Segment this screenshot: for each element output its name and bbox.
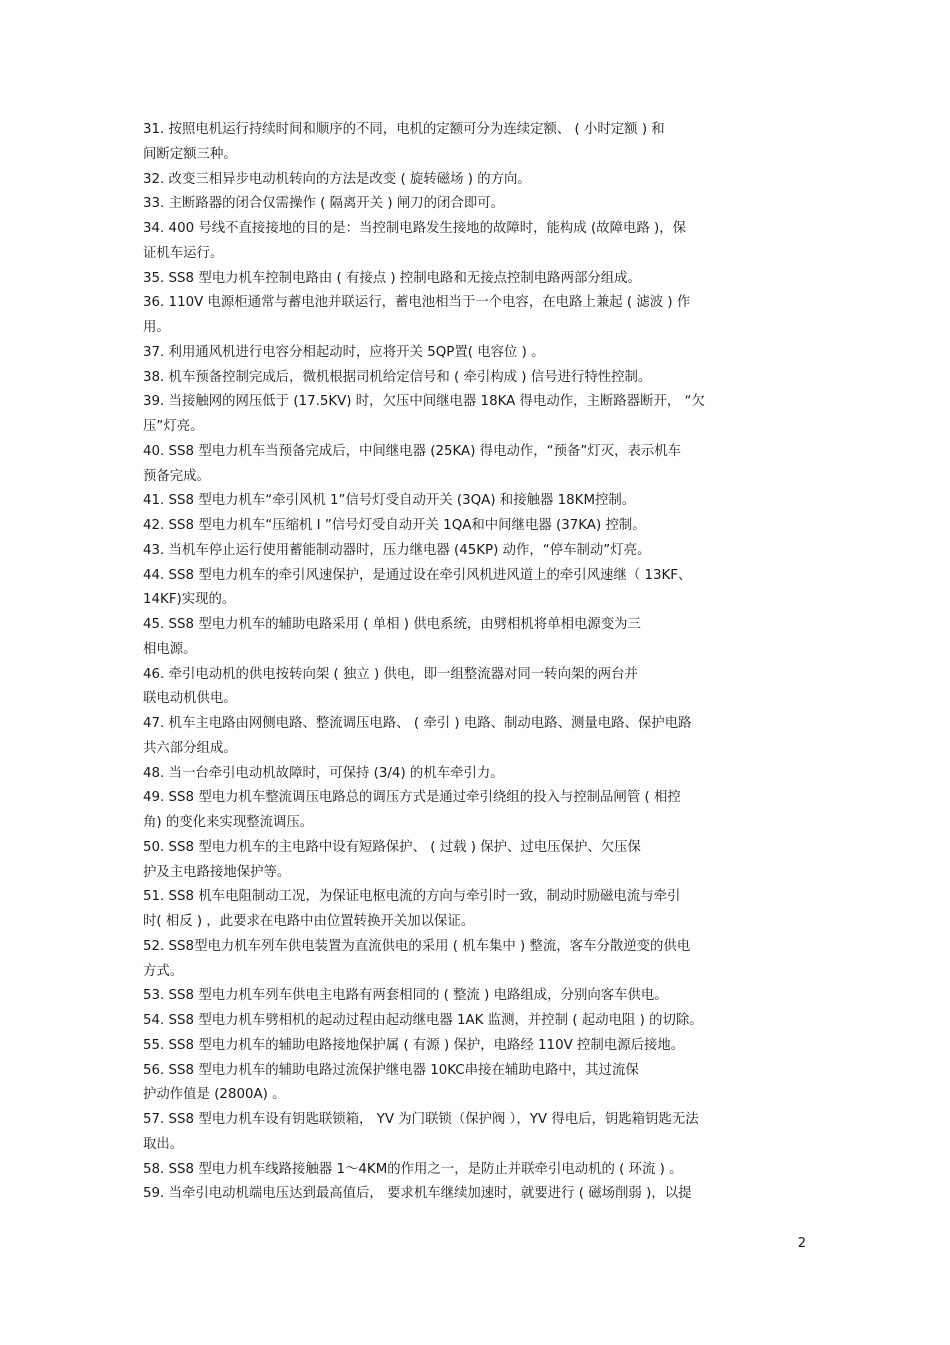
text-line: 46. 牵引电动机的供电按转向架 ( 独立 ) 供电，即一组整流器对同一转向架的两台并: [143, 666, 638, 682]
text-line: 33. 主断路器的闭合仅需操作 ( 隔离开关 ) 闸刀的闭合即可。: [143, 196, 505, 212]
text-line: 59. 当牵引电动机端电压达到最高值后， 要求机车继续加速时，就要进行 ( 磁场削弱 )，以提: [143, 1186, 692, 1202]
text-line: 39. 当接触网的网压低于 (17.5KV) 时，欠压中间继电器 18KA 得电动作，主断路器断开， “欠: [143, 394, 705, 410]
text-line: 40. SS8 型电力机车当预备完成后，中间继电器 (25KA) 得电动作，“预备”灯灭，表示机车: [143, 443, 682, 459]
text-line: 49. SS8 型电力机车整流调压电路总的调压方式是通过牵引绕组的投入与控制品闸管 ( 相控: [143, 790, 681, 806]
text-line: 证机车运行。: [143, 245, 224, 261]
text-line: 护及主电路接地保护等。: [143, 864, 291, 880]
text-line: 间断定额三种。: [143, 146, 237, 162]
text-line: 32. 改变三相异步电动机转向的方法是改变 ( 旋转磁场 ) 的方向。: [143, 171, 531, 187]
text-line: 护动作值是 (2800A) 。: [143, 1087, 286, 1103]
text-line: 14KF)实现的。: [143, 592, 236, 608]
text-line: 52. SS8型电力机车列车供电装置为直流供电的采用 ( 机车集中 ) 整流，客车分散逆变的供电: [143, 938, 691, 954]
text-line: 用。: [143, 320, 170, 335]
text-line: 预备完成。: [143, 468, 210, 484]
text-line: 55. SS8 型电力机车的辅助电路接地保护属 ( 有源 ) 保护，电路经 110V 控制电源后接地。: [143, 1037, 685, 1053]
text-line: 47. 机车主电路由网侧电路、整流调压电路、 ( 牵引 ) 电路、制动电路、测量电路、保护电路: [143, 716, 692, 731]
text-line: 45. SS8 型电力机车的辅助电路采用 ( 单相 ) 供电系统，由劈相机将单相电源变为三: [143, 617, 641, 632]
text-line: 37. 利用通风机进行电容分相起动时，应将开关 5QP置( 电容位 ) 。: [143, 344, 545, 360]
text-line: 35. SS8 型电力机车控制电路由 ( 有接点 ) 控制电路和无接点控制电路两部分组成。: [143, 270, 641, 286]
text-line: 44. SS8 型电力机车的牵引风速保护，是通过设在牵引风机进风道上的牵引风速继（ 13KF、: [143, 567, 692, 583]
text-line: 相电源。: [143, 641, 197, 657]
text-line: 41. SS8 型电力机车“牵引风机 1”信号灯受自动开关 (3QA) 和接触器 18KM控制。: [143, 493, 636, 509]
text-line: 联电动机供电。: [143, 691, 237, 707]
text-line: 方式。: [143, 963, 184, 979]
text-line: 34. 400 号线不直接接地的目的是：当控制电路发生接地的故障时，能构成 (故障电路 )，保: [143, 221, 686, 236]
page-number: 2: [797, 1236, 806, 1251]
text-line: 50. SS8 型电力机车的主电路中设有短路保护、 ( 过载 ) 保护、过电压保护、欠压保: [143, 839, 641, 855]
text-line: 48. 当一台牵引电动机故障时，可保持 (3/4) 的机车牵引力。: [143, 765, 504, 781]
text-line: 51. SS8 机车电阻制动工况，为保证电枢电流的方向与牵引时一致，制动时励磁电流与牵引: [143, 889, 681, 905]
text-line: 角) 的变化来实现整流调压。: [143, 815, 314, 830]
text-line: 共六部分组成。: [143, 740, 237, 756]
text-line: 43. 当机车停止运行使用蓄能制动器时，压力继电器 (45KP) 动作，“停车制动”灯亮。: [143, 542, 651, 558]
text-line: 58. SS8 型电力机车线路接触器 1～4KM的作用之一，是防止并联牵引电动机的 ( 环流 ) 。: [143, 1161, 683, 1177]
text-line: 53. SS8 型电力机车列车供电主电路有两套相同的 ( 整流 ) 电路组成，分别向客车供电。: [143, 988, 668, 1004]
page-content: [143, 118, 811, 1207]
text-line: 取出。: [143, 1136, 184, 1152]
text-line: 57. SS8 型电力机车设有钥匙联锁箱， YV 为门联锁（保护阀 ），YV 得电后，钥匙箱钥匙无法: [143, 1112, 699, 1127]
text-line: 54. SS8 型电力机车劈相机的起动过程由起动继电器 1AK 监测，并控制 ( 起动电阻 ) 的切除。: [143, 1013, 703, 1028]
text-line: 56. SS8 型电力机车的辅助电路过流保护继电器 10KC串接在辅助电路中，其过流保: [143, 1062, 639, 1078]
text-line: 38. 机车预备控制完成后，微机根据司机给定信号和 ( 牵引构成 ) 信号进行特性控制。: [143, 369, 652, 385]
text-line: 36. 110V 电源柜通常与蓄电池并联运行，蓄电池相当于一个电容，在电路上兼起 ( 滤波 ) 作: [143, 295, 691, 311]
text-line: 42. SS8 型电力机车“压缩机 I ”信号灯受自动开关 1QA和中间继电器 (37KA) 控制。: [143, 518, 646, 533]
text-line: 时( 相反 ) ，此要求在电路中由位置转换开关加以保证。: [143, 914, 475, 929]
text-line: 31. 按照电机运行持续时间和顺序的不同，电机的定额可分为连续定额、 ( 小时定额 ) 和: [143, 122, 665, 137]
text-line: 压”灯亮。: [143, 419, 204, 434]
